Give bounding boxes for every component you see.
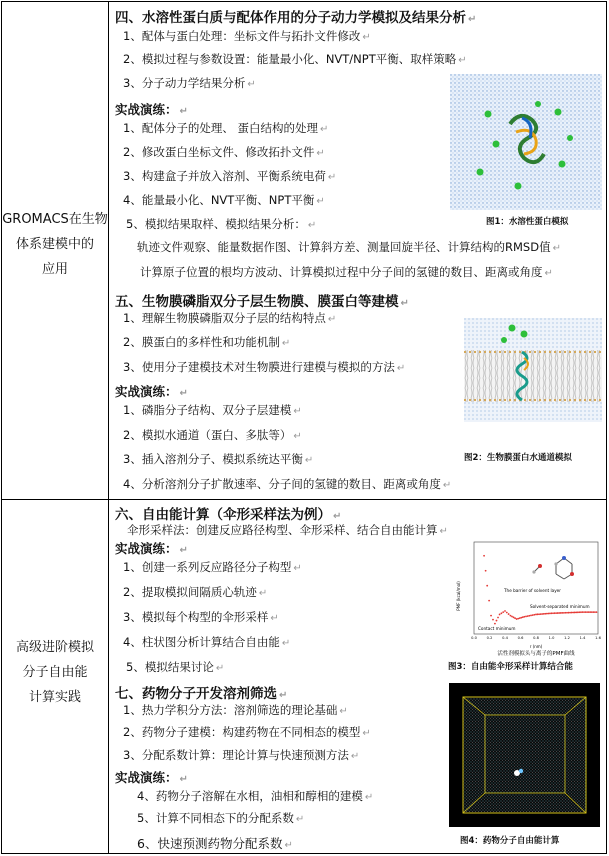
left-cell-advanced	[2, 635, 108, 710]
pmf-point	[525, 616, 527, 618]
return-mark: ↵	[179, 388, 188, 399]
pmf-point	[508, 613, 510, 615]
pmf-point	[502, 611, 504, 613]
return-mark: ↵	[327, 172, 337, 183]
return-mark: ↵	[316, 148, 325, 159]
list-item: 1、配体分子的处理、 蛋白结构的处理 ↵	[123, 121, 329, 135]
section-4-title: 四、水溶性蛋白质与配体作用的分子动力学模拟及结果分析 ↵	[115, 10, 477, 26]
list-item: 3、构建盒子并放入溶剂、平衡系统电荷 ↵	[123, 169, 337, 183]
pmf-point	[533, 614, 535, 616]
pmf-point	[544, 613, 546, 615]
section-7-title: 七、药物分子开发溶剂筛选 ↵	[115, 686, 288, 702]
return-mark: ↵	[544, 268, 553, 279]
pmf-xtick-label: 1.4	[579, 636, 586, 640]
pmf-point	[496, 620, 498, 622]
left-cell-gromacs	[2, 207, 108, 282]
pmf-point	[588, 611, 590, 613]
pmf-xtick-label: 0.4	[502, 636, 508, 640]
figure-1-protein	[450, 74, 602, 210]
section-5-title: 五、生物膜磷脂双分子层生物膜、膜蛋白等建模 ↵	[115, 294, 409, 310]
return-mark: ↵	[247, 79, 256, 90]
list-item: 2、模拟过程与参数设置：能量最小化、NVT/NPT平衡、取样策略 ↵	[123, 52, 467, 66]
pmf-point	[523, 616, 525, 618]
pmf-point	[592, 611, 594, 613]
return-mark: ↵	[293, 406, 302, 417]
pmf-point	[517, 618, 519, 620]
left-cell-line: GROMACS在生物	[2, 212, 108, 227]
list-item: 2、提取模拟间隔质心轨迹 ↵	[123, 585, 268, 599]
pmf-point	[497, 617, 499, 619]
pmf-point	[513, 616, 515, 618]
return-mark: ↵	[179, 774, 188, 785]
list-item: 计算原子位置的根均方波动、计算模拟过程中分子间的氢键的数目、距离或角度 ↵	[140, 265, 553, 279]
pmf-point	[511, 616, 513, 618]
figure-3-caption: 图3：自由能伞形采样计算结合能	[448, 662, 573, 672]
left-cell-line: 计算实践	[28, 690, 81, 705]
pmf-annotation-contact: Contact minimum	[478, 626, 516, 631]
return-mark: ↵	[350, 751, 360, 762]
pmf-point	[552, 612, 554, 614]
figure-2-caption: 图2：生物膜蛋白水通道模拟	[464, 453, 572, 463]
pmf-point	[519, 617, 521, 619]
pmf-point	[483, 555, 485, 557]
return-mark: ↵	[364, 792, 374, 803]
pmf-point	[500, 612, 502, 614]
list-item: 6、快速预测药物分配系数 ↵	[137, 836, 293, 851]
list-item: 3、分配系数计算：理论计算与快速预测方法 ↵	[123, 748, 360, 762]
pmf-point	[555, 612, 557, 614]
pmf-point	[585, 611, 587, 613]
left-cell-line: 体系建模中的	[15, 237, 94, 252]
figure-1-caption: 图1：水溶性蛋白模拟	[486, 217, 569, 227]
pmf-point	[532, 614, 534, 616]
return-mark: ↵	[270, 613, 279, 624]
pmf-point	[575, 611, 577, 613]
list-item: 2、膜蛋白的多样性和功能机制 ↵	[123, 335, 291, 349]
pmf-point	[548, 613, 550, 615]
return-mark: ↵	[319, 124, 329, 135]
list-item: 2、模拟水通道（蛋白、多肽等） ↵	[123, 428, 302, 442]
course-table	[1, 1, 607, 854]
pmf-point	[527, 615, 529, 617]
pmf-point	[530, 615, 532, 617]
practice-label: 实战演练： ↵	[115, 541, 188, 556]
pmf-point	[571, 612, 573, 614]
list-item: 4、能量最小化、NVT平衡、NPT平衡 ↵	[123, 193, 325, 207]
pmf-point	[549, 613, 551, 615]
return-mark: ↵	[400, 298, 409, 309]
pmf-xtick-label: 1.2	[564, 636, 570, 640]
return-mark: ↵	[215, 663, 225, 674]
list-item: 2、药物分子建模：构建药物在不同相态的模型 ↵	[123, 725, 371, 739]
pmf-point	[543, 613, 545, 615]
pmf-point	[520, 617, 522, 619]
list-item: 4、分析溶剂分子扩散速率、分子间的氢键的数目、距离或角度 ↵	[123, 477, 452, 491]
return-mark: ↵	[439, 526, 448, 537]
pmf-point	[492, 619, 494, 621]
section-6-subtitle: 伞形采样法：创建反应路径构型、伞形采样、结合自由能计算 ↵	[127, 523, 448, 537]
return-mark: ↵	[552, 243, 561, 254]
return-mark: ↵	[295, 814, 305, 825]
practice-label: 实战演练： ↵	[115, 102, 188, 117]
return-mark: ↵	[293, 563, 302, 574]
return-mark: ↵	[333, 511, 342, 522]
pmf-point	[580, 611, 582, 613]
return-mark: ↵	[284, 840, 293, 851]
return-mark: ↵	[258, 588, 268, 599]
figure-4-solvent-box	[449, 683, 600, 827]
pmf-point	[569, 612, 571, 614]
pmf-inner-caption: 活性剂模拟头与离子的PMF曲线	[497, 651, 575, 657]
pmf-point	[504, 610, 506, 612]
return-mark: ↵	[281, 338, 291, 349]
pmf-point	[537, 613, 539, 615]
pmf-point	[596, 611, 598, 613]
list-item: 轨迹文件观察、能量数据作图、计算斜方差、测量回旋半径、计算结构的RMSD值 ↵	[137, 240, 561, 254]
list-item: 1、创建一系列反应路径分子构型 ↵	[123, 560, 302, 574]
return-mark: ↵	[362, 32, 371, 43]
pmf-xlabel: r (nm)	[529, 644, 543, 649]
return-mark: ↵	[293, 431, 302, 442]
list-item: 3、使用分子建模技术对生物膜进行建模与模拟的方法 ↵	[123, 360, 406, 374]
list-item: 4、柱状图分析计算结合自由能 ↵	[123, 635, 291, 649]
pmf-ylabel: PMF (kcal/mol)	[456, 581, 461, 611]
column-divider	[108, 2, 109, 853]
figure-3-pmf-chart	[456, 536, 602, 658]
list-item: 5、计算不同相态下的分配系数 ↵	[137, 811, 305, 825]
return-mark: ↵	[279, 690, 288, 701]
pmf-point	[516, 618, 518, 620]
pmf-point	[591, 611, 593, 613]
return-mark: ↵	[179, 106, 188, 117]
return-mark: ↵	[468, 14, 477, 25]
pmf-point	[586, 611, 588, 613]
pmf-point	[560, 612, 562, 614]
left-cell-line: 分子自由能	[22, 665, 88, 680]
pmf-point	[551, 612, 553, 614]
pmf-xtick-label: 0.2	[486, 636, 493, 640]
pmf-xtick-label: 0.6	[517, 636, 524, 640]
pmf-point	[510, 615, 512, 617]
left-cell-line: 高级进阶模拟	[15, 640, 94, 655]
list-item: 1、磷脂分子结构、双分子层建模 ↵	[123, 403, 302, 417]
list-item: 5、模拟结果取样、模拟结果分析： ↵	[126, 217, 317, 231]
return-mark: ↵	[458, 55, 467, 66]
return-mark: ↵	[339, 706, 348, 717]
pmf-point	[554, 612, 556, 614]
return-mark: ↵	[362, 728, 371, 739]
return-mark: ↵	[442, 480, 452, 491]
list-item: 3、模拟每个构型的伞形采样 ↵	[123, 610, 279, 624]
pmf-point	[538, 613, 540, 615]
pmf-point	[594, 611, 596, 613]
pmf-xtick-label: 0.8	[533, 636, 539, 640]
pmf-point	[494, 623, 496, 625]
pmf-point	[583, 611, 585, 613]
return-mark: ↵	[281, 638, 291, 649]
pmf-point	[565, 612, 567, 614]
pmf-xtick-label: 1.6	[595, 636, 601, 640]
pmf-xtick-label: 0.0	[471, 636, 477, 640]
pmf-point	[514, 617, 516, 619]
pmf-point	[557, 612, 559, 614]
pmf-point	[488, 600, 490, 602]
return-mark: ↵	[179, 545, 188, 556]
pmf-point	[563, 612, 565, 614]
pmf-point	[535, 614, 537, 616]
left-cell-line: 应用	[41, 262, 68, 277]
list-item: 1、热力学积分方法：溶剂筛选的理论基础 ↵	[123, 703, 348, 717]
pmf-point	[499, 614, 501, 616]
list-item: 1、配体与蛋白处理：坐标文件与拓扑文件修改 ↵	[123, 29, 371, 43]
pmf-point	[558, 612, 560, 614]
pmf-point	[490, 615, 492, 617]
row-divider	[2, 499, 606, 500]
pmf-point	[541, 613, 543, 615]
list-item: 4、药物分子溶解在水相，油相和醇相的建模 ↵	[137, 789, 374, 803]
pmf-annotation-solvent: Solvent-separated minimum	[530, 604, 590, 609]
pmf-point	[574, 612, 576, 614]
pmf-point	[589, 611, 591, 613]
return-mark: ↵	[307, 220, 317, 231]
list-item: 2、修改蛋白坐标文件、修改拓扑文件 ↵	[123, 145, 325, 159]
return-mark: ↵	[316, 196, 325, 207]
section-6-title: 六、自由能计算（伞形采样法为例） ↵	[115, 507, 342, 523]
pmf-point	[522, 616, 524, 618]
pmf-point	[582, 611, 584, 613]
pmf-point	[566, 612, 568, 614]
pmf-point	[506, 612, 508, 614]
pmf-point	[577, 611, 579, 613]
figure-2-membrane	[464, 318, 602, 422]
pmf-point	[528, 615, 530, 617]
pmf-point	[540, 613, 542, 615]
pmf-point	[572, 612, 574, 614]
pmf-point	[568, 612, 570, 614]
return-mark: ↵	[304, 455, 314, 466]
list-item: 1、理解生物膜磷脂双分子层的结构特点 ↵	[123, 311, 337, 325]
pmf-point	[546, 613, 548, 615]
practice-label: 实战演练： ↵	[115, 384, 188, 399]
pmf-point	[561, 612, 563, 614]
pmf-annotation-barrier: The barrier of solvent layer	[504, 588, 561, 593]
return-mark: ↵	[327, 314, 337, 325]
list-item: 3、插入溶剂分子、模拟系统达平衡 ↵	[123, 452, 314, 466]
figure-4-caption: 图4：药物分子自由能计算	[460, 836, 560, 846]
pmf-point	[486, 585, 488, 587]
practice-label: 实战演练： ↵	[115, 770, 188, 785]
pmf-point	[485, 570, 487, 572]
return-mark: ↵	[396, 363, 406, 374]
pmf-point	[579, 611, 581, 613]
list-item: 5、模拟结果讨论 ↵	[126, 660, 225, 674]
list-item: 3、分子动力学结果分析 ↵	[123, 76, 256, 90]
pmf-xtick-label: 1.0	[548, 636, 555, 640]
